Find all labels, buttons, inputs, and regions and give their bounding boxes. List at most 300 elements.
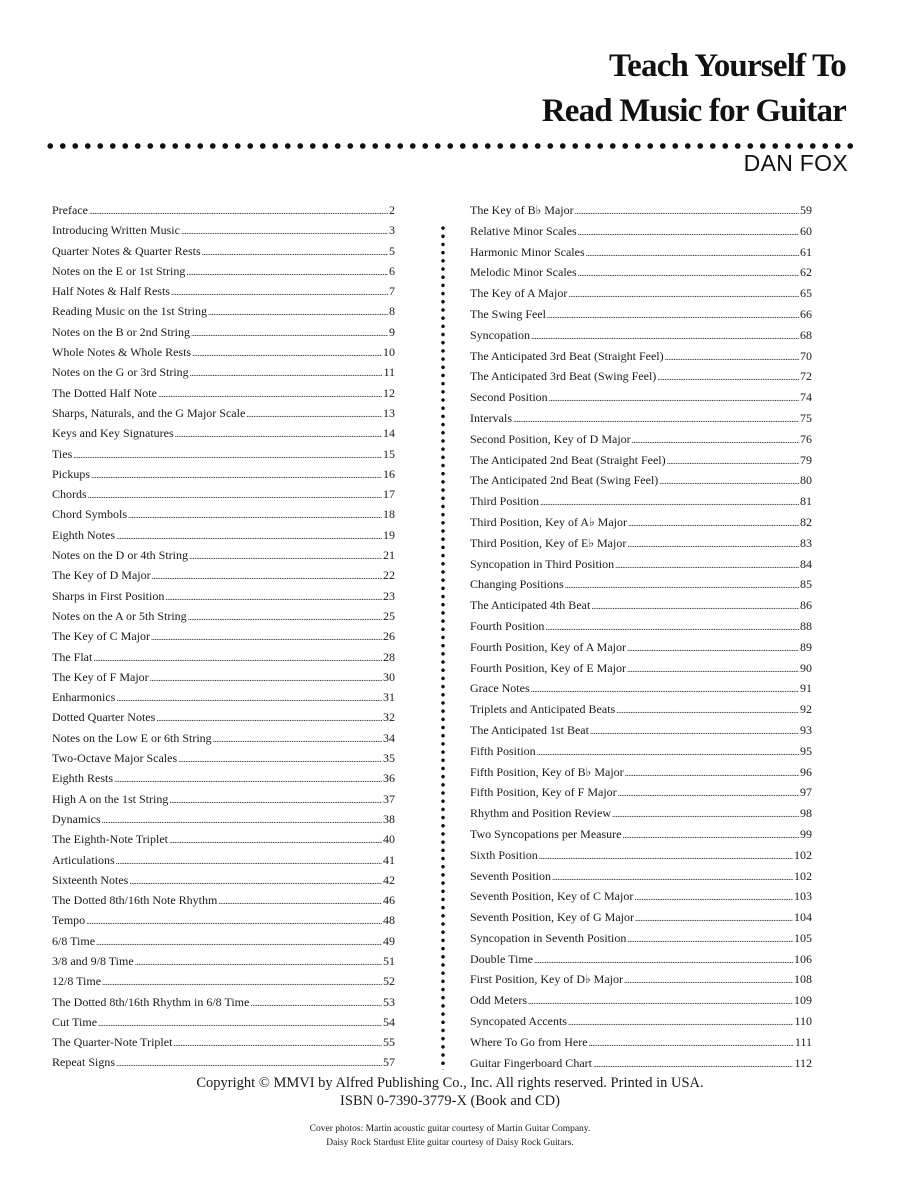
toc-entry xyxy=(470,1055,812,1076)
toc-leader-dots xyxy=(189,548,382,565)
toc-entry xyxy=(470,618,812,639)
toc-leader-dots xyxy=(534,952,793,969)
toc-entry-page: 57 xyxy=(383,1055,395,1070)
toc-entry xyxy=(52,303,395,323)
toc-leader-dots xyxy=(615,557,799,574)
toc-entry-page: 55 xyxy=(383,1035,395,1050)
toc-entry-title: The Dotted 8th/16th Note Rhythm xyxy=(52,893,218,908)
toc-entry xyxy=(470,805,812,826)
toc-entry-page: 37 xyxy=(383,791,395,806)
toc-entry-title: Relative Minor Scales xyxy=(470,223,577,238)
toc-entry xyxy=(52,243,395,263)
toc-leader-dots xyxy=(116,528,382,545)
toc-entry-page: 72 xyxy=(800,369,812,384)
toc-entry-page: 106 xyxy=(794,951,812,966)
toc-leader-dots xyxy=(513,411,799,428)
toc-entry-title: Harmonic Minor Scales xyxy=(470,244,585,259)
toc-leader-dots xyxy=(156,710,382,727)
toc-entry-title: The Anticipated 2nd Beat (Swing Feel) xyxy=(470,473,659,488)
toc-leader-dots xyxy=(102,974,382,991)
toc-leader-dots xyxy=(616,702,799,719)
toc-leader-dots xyxy=(128,507,382,524)
toc-entry-title: Sharps, Naturals, and the G Major Scale xyxy=(52,405,246,420)
toc-entry-title: Melodic Minor Scales xyxy=(470,265,577,280)
toc-leader-dots xyxy=(624,972,793,989)
toc-entry xyxy=(470,868,812,889)
toc-entry-title: Fifth Position, Key of B♭ Major xyxy=(470,764,624,779)
toc-leader-dots xyxy=(116,690,382,707)
toc-entry xyxy=(470,971,812,992)
toc-entry-page: 103 xyxy=(794,889,812,904)
toc-entry-page: 11 xyxy=(383,365,395,380)
toc-entry-title: Sixteenth Notes xyxy=(52,872,129,887)
toc-entry-title: Keys and Key Signatures xyxy=(52,426,174,441)
toc-leader-dots xyxy=(591,598,799,615)
toc-leader-dots xyxy=(590,723,799,740)
toc-leader-dots xyxy=(625,765,799,782)
toc-entry-page: 18 xyxy=(383,507,395,522)
toc-leader-dots xyxy=(129,873,382,890)
book-title xyxy=(542,44,846,134)
toc-entry-title: Tempo xyxy=(52,913,86,928)
toc-entry xyxy=(470,556,812,577)
toc-entry-page: 75 xyxy=(800,410,812,425)
toc-entry xyxy=(52,283,395,303)
toc-leader-dots xyxy=(202,244,388,261)
toc-entry-page: 82 xyxy=(800,514,812,529)
toc-entry-title: The Anticipated 1st Beat xyxy=(470,722,589,737)
toc-entry-page: 51 xyxy=(383,953,395,968)
toc-entry-page: 26 xyxy=(383,629,395,644)
toc-leader-dots xyxy=(93,650,382,667)
toc-entry-page: 19 xyxy=(383,527,395,542)
toc-leader-dots xyxy=(169,832,382,849)
toc-entry-title: Chords xyxy=(52,487,87,502)
toc-leader-dots xyxy=(667,453,799,470)
toc-entry xyxy=(52,344,395,364)
toc-entry xyxy=(52,588,395,608)
toc-leader-dots xyxy=(188,609,382,626)
toc-leader-dots xyxy=(628,515,799,532)
toc-leader-dots xyxy=(565,577,799,594)
toc-entry-title: 12/8 Time xyxy=(52,974,102,989)
toc-entry-title: Notes on the Low E or 6th String xyxy=(52,730,212,745)
toc-entry-title: Seventh Position, Key of G Major xyxy=(470,910,634,925)
toc-entry xyxy=(52,1054,395,1074)
toc-entry xyxy=(470,348,812,369)
toc-entry-title: Eighth Notes xyxy=(52,527,115,542)
toc-entry-title: The Anticipated 2nd Beat (Straight Feel) xyxy=(470,452,666,467)
toc-entry xyxy=(52,811,395,831)
toc-entry-page: 70 xyxy=(800,348,812,363)
toc-entry xyxy=(52,872,395,892)
toc-leader-dots xyxy=(531,681,799,698)
toc-entry-page: 80 xyxy=(800,473,812,488)
toc-entry xyxy=(470,244,812,265)
toc-leader-dots xyxy=(190,365,383,382)
toc-entry xyxy=(52,994,395,1014)
toc-leader-dots xyxy=(627,931,793,948)
toc-entry xyxy=(52,608,395,628)
toc-entry-page: 17 xyxy=(383,487,395,502)
toc-entry-page: 30 xyxy=(383,669,395,684)
toc-left-column xyxy=(52,202,395,1075)
toc-entry xyxy=(52,425,395,445)
toc-entry xyxy=(470,389,812,410)
toc-leader-dots xyxy=(73,447,382,464)
toc-leader-dots xyxy=(89,203,388,220)
toc-entry-title: Where To Go from Here xyxy=(470,1034,588,1049)
toc-leader-dots xyxy=(116,853,382,870)
toc-entry-title: Notes on the D or 4th String xyxy=(52,548,188,563)
toc-leader-dots xyxy=(86,913,382,930)
toc-entry-page: 31 xyxy=(383,690,395,705)
toc-entry-title: Grace Notes xyxy=(470,681,530,696)
toc-entry-page: 98 xyxy=(800,806,812,821)
toc-entry-title: High A on the 1st String xyxy=(52,791,169,806)
toc-entry-title: The Quarter-Note Triplet xyxy=(52,1035,173,1050)
toc-entry xyxy=(52,689,395,709)
toc-leader-dots xyxy=(578,265,799,282)
toc-leader-dots xyxy=(213,731,382,748)
toc-entry xyxy=(470,639,812,660)
toc-entry-page: 105 xyxy=(794,930,812,945)
toc-leader-dots xyxy=(528,993,793,1010)
isbn-text: ISBN 0-7390-3779-X (Book and CD) xyxy=(340,1093,560,1109)
toc-entry-title: Half Notes & Half Rests xyxy=(52,284,170,299)
toc-entry-title: Notes on the B or 2nd String xyxy=(52,324,190,339)
toc-entry-title: The Flat xyxy=(52,649,93,664)
toc-entry-title: First Position, Key of D♭ Major xyxy=(470,972,623,987)
toc-leader-dots xyxy=(114,771,382,788)
toc-leader-dots xyxy=(246,406,382,423)
toc-entry-title: Second Position xyxy=(470,390,548,405)
toc-entry-page: 59 xyxy=(800,203,812,217)
toc-entry xyxy=(52,222,395,242)
toc-entry-title: Enharmonics xyxy=(52,690,116,705)
toc-entry-title: Introducing Written Music xyxy=(52,223,180,238)
toc-entry-page: 34 xyxy=(383,730,395,745)
toc-entry-page: 38 xyxy=(383,811,395,826)
toc-entry xyxy=(470,1013,812,1034)
toc-entry-title: The Dotted 8th/16th Rhythm in 6/8 Time xyxy=(52,994,250,1009)
toc-entry-page: 22 xyxy=(383,568,395,583)
toc-entry-page: 6 xyxy=(389,263,395,278)
toc-entry xyxy=(470,784,812,805)
toc-entry-title: Eighth Rests xyxy=(52,771,114,786)
toc-right-column xyxy=(470,202,812,1075)
toc-entry-page: 15 xyxy=(383,446,395,461)
toc-entry xyxy=(52,567,395,587)
toc-leader-dots xyxy=(175,426,382,443)
toc-entry-title: Third Position, Key of E♭ Major xyxy=(470,535,627,550)
toc-entry-page: 10 xyxy=(383,345,395,360)
toc-leader-dots xyxy=(634,889,793,906)
toc-leader-dots xyxy=(586,245,799,262)
toc-entry-page: 49 xyxy=(383,933,395,948)
toc-entry-page: 79 xyxy=(800,452,812,467)
toc-entry xyxy=(470,514,812,535)
toc-entry-title: Double Time xyxy=(470,951,534,966)
toc-entry-title: Sharps in First Position xyxy=(52,588,165,603)
copyright-block xyxy=(0,1074,900,1110)
toc-entry-title: Third Position, Key of A♭ Major xyxy=(470,514,627,529)
toc-entry-page: 5 xyxy=(389,243,395,258)
toc-entry-title: Fourth Position, Key of A Major xyxy=(470,639,627,654)
toc-leader-dots xyxy=(635,910,793,927)
toc-entry-title: Chord Symbols xyxy=(52,507,128,522)
toc-entry-page: 102 xyxy=(794,868,812,883)
toc-entry-title: Fifth Position, Key of F Major xyxy=(470,785,617,800)
toc-entry xyxy=(52,446,395,466)
toc-entry-title: The Anticipated 3rd Beat (Straight Feel) xyxy=(470,348,664,363)
toc-leader-dots xyxy=(150,670,382,687)
toc-leader-dots xyxy=(537,744,799,761)
toc-entry xyxy=(52,770,395,790)
toc-entry-page: 46 xyxy=(383,893,395,908)
toc-leader-dots xyxy=(98,1015,382,1032)
toc-entry xyxy=(52,506,395,526)
toc-entry-title: Cut Time xyxy=(52,1014,98,1029)
toc-entry-title: Two-Octave Major Scales xyxy=(52,751,178,766)
toc-entry-title: Second Position, Key of D Major xyxy=(470,431,631,446)
toc-entry-page: 102 xyxy=(794,847,812,862)
toc-entry-page: 108 xyxy=(794,972,812,987)
toc-leader-dots xyxy=(578,224,799,241)
title-line-1: Teach Yourself To xyxy=(608,48,846,84)
toc-entry-title: Notes on the E or 1st String xyxy=(52,263,186,278)
toc-entry-page: 52 xyxy=(383,974,395,989)
toc-entry-page: 40 xyxy=(383,832,395,847)
toc-entry xyxy=(52,953,395,973)
toc-entry xyxy=(52,730,395,750)
toc-entry-title: The Key of C Major xyxy=(52,629,150,644)
toc-entry xyxy=(470,722,812,743)
toc-entry xyxy=(470,992,812,1013)
toc-entry xyxy=(470,306,812,327)
toc-entry xyxy=(52,364,395,384)
toc-entry xyxy=(470,576,812,597)
toc-leader-dots xyxy=(622,827,799,844)
toc-entry-title: Syncopated Accents xyxy=(470,1014,567,1029)
toc-entry xyxy=(52,324,395,344)
toc-entry-title: Notes on the A or 5th String xyxy=(52,608,187,623)
credit-line-2: Daisy Rock Stardust Elite guitar courtesy of Daisy Rock Guitars. xyxy=(326,1138,574,1148)
toc-entry-page: 110 xyxy=(794,1014,812,1029)
toc-entry-page: 14 xyxy=(383,426,395,441)
toc-leader-dots xyxy=(540,494,799,511)
toc-leader-dots xyxy=(186,264,388,281)
toc-entry-title: Notes on the G or 3rd String xyxy=(52,365,189,380)
toc-entry-page: 111 xyxy=(794,1034,812,1049)
toc-leader-dots xyxy=(632,432,799,449)
toc-entry-title: Guitar Fingerboard Chart xyxy=(470,1055,592,1070)
toc-entry xyxy=(52,263,395,283)
toc-entry-title: Fourth Position, Key of E Major xyxy=(470,660,626,675)
toc-leader-dots xyxy=(657,369,799,386)
toc-leader-dots xyxy=(208,304,388,321)
toc-entry xyxy=(52,1014,395,1034)
toc-entry xyxy=(470,410,812,431)
toc-entry-page: 109 xyxy=(794,993,812,1008)
toc-entry-title: Syncopation in Third Position xyxy=(470,556,615,571)
toc-entry-title: The Key of A Major xyxy=(470,286,568,301)
toc-entry-page: 48 xyxy=(383,913,395,928)
toc-leader-dots xyxy=(178,751,382,768)
toc-entry-page: 90 xyxy=(800,660,812,675)
copyright-text: Copyright © MMVI by Alfred Publishing Co., Inc. All rights reserved. Printed in USA. xyxy=(196,1075,704,1091)
toc-leader-dots xyxy=(158,386,382,403)
photo-credits xyxy=(0,1122,900,1150)
toc-entry-page: 84 xyxy=(800,556,812,571)
toc-entry xyxy=(52,791,395,811)
toc-leader-dots xyxy=(627,661,799,678)
toc-entry xyxy=(470,680,812,701)
toc-entry xyxy=(470,909,812,930)
toc-entry xyxy=(52,750,395,770)
toc-entry-page: 61 xyxy=(800,244,812,259)
toc-entry xyxy=(52,973,395,993)
toc-entry-page: 21 xyxy=(383,548,395,563)
toc-entry-page: 25 xyxy=(383,608,395,623)
toc-entry-page: 35 xyxy=(383,751,395,766)
toc-entry xyxy=(52,547,395,567)
toc-entry-title: Preface xyxy=(52,203,88,217)
toc-entry-page: 95 xyxy=(800,743,812,758)
toc-entry-page: 3 xyxy=(389,223,395,238)
toc-entry xyxy=(52,912,395,932)
toc-entry-title: Syncopation xyxy=(470,327,530,342)
toc-leader-dots xyxy=(627,536,799,553)
toc-entry xyxy=(470,452,812,473)
toc-entry-page: 88 xyxy=(800,618,812,633)
toc-entry-page: 66 xyxy=(800,306,812,321)
toc-entry-page: 93 xyxy=(800,722,812,737)
toc-entry xyxy=(470,701,812,722)
toc-entry-page: 9 xyxy=(389,324,395,339)
toc-leader-dots xyxy=(552,869,793,886)
toc-entry-title: Seventh Position xyxy=(470,868,552,883)
toc-entry xyxy=(52,527,395,547)
toc-entry-title: Articulations xyxy=(52,852,115,867)
toc-entry xyxy=(52,486,395,506)
toc-entry xyxy=(470,202,812,223)
toc-leader-dots xyxy=(96,934,382,951)
toc-entry-title: Fifth Position xyxy=(470,743,536,758)
toc-leader-dots xyxy=(250,995,382,1012)
toc-entry-title: The Dotted Half Note xyxy=(52,385,157,400)
toc-entry xyxy=(470,743,812,764)
toc-leader-dots xyxy=(116,1055,382,1072)
toc-entry xyxy=(52,202,395,222)
toc-entry xyxy=(470,930,812,951)
toc-entry xyxy=(52,669,395,689)
toc-entry-title: Changing Positions xyxy=(470,577,564,592)
toc-entry xyxy=(470,223,812,244)
toc-entry xyxy=(52,892,395,912)
toc-leader-dots xyxy=(152,568,382,585)
toc-entry-title: Triplets and Anticipated Beats xyxy=(470,702,616,717)
title-line-2: Read Music for Guitar xyxy=(541,93,846,129)
toc-entry-page: 54 xyxy=(383,1014,395,1029)
toc-entry-page: 62 xyxy=(800,265,812,280)
toc-entry-page: 86 xyxy=(800,598,812,613)
toc-entry xyxy=(470,472,812,493)
toc-leader-dots xyxy=(173,1035,382,1052)
toc-entry-title: Repeat Signs xyxy=(52,1055,115,1070)
toc-leader-dots xyxy=(547,307,799,324)
toc-leader-dots xyxy=(102,812,382,829)
toc-entry-page: 97 xyxy=(800,785,812,800)
toc-leader-dots xyxy=(91,467,382,484)
toc-entry-title: The Anticipated 4th Beat xyxy=(470,598,591,613)
toc-entry xyxy=(470,597,812,618)
toc-entry-page: 41 xyxy=(383,852,395,867)
toc-entry-page: 2 xyxy=(389,203,395,217)
toc-leader-dots xyxy=(589,1035,794,1052)
toc-entry xyxy=(470,327,812,348)
toc-entry xyxy=(470,285,812,306)
toc-entry xyxy=(470,1034,812,1055)
toc-leader-dots xyxy=(135,954,382,971)
toc-entry xyxy=(470,951,812,972)
toc-entry xyxy=(470,431,812,452)
toc-entry xyxy=(470,888,812,909)
toc-leader-dots xyxy=(575,203,799,220)
toc-entry-page: 83 xyxy=(800,535,812,550)
toc-leader-dots xyxy=(171,284,388,301)
toc-entry-page: 8 xyxy=(389,304,395,319)
toc-entry-page: 99 xyxy=(800,826,812,841)
toc-entry-title: Fourth Position xyxy=(470,618,545,633)
toc-entry-page: 112 xyxy=(794,1055,812,1070)
toc-entry xyxy=(52,709,395,729)
toc-leader-dots xyxy=(612,806,799,823)
toc-entry-title: The Anticipated 3rd Beat (Swing Feel) xyxy=(470,369,657,384)
toc-entry-title: Dotted Quarter Notes xyxy=(52,710,156,725)
toc-entry-title: The Key of F Major xyxy=(52,669,149,684)
toc-leader-dots xyxy=(218,893,382,910)
toc-entry xyxy=(52,852,395,872)
toc-entry-title: Quarter Notes & Quarter Rests xyxy=(52,243,201,258)
toc-entry-page: 60 xyxy=(800,223,812,238)
toc-entry-title: The Key of D Major xyxy=(52,568,151,583)
toc-entry xyxy=(52,649,395,669)
toc-entry-page: 85 xyxy=(800,577,812,592)
toc-entry-title: 6/8 Time xyxy=(52,933,96,948)
toc-entry xyxy=(470,264,812,285)
toc-entry-title: The Swing Feel xyxy=(470,306,546,321)
toc-entry-title: Ties xyxy=(52,446,73,461)
toc-entry-page: 76 xyxy=(800,431,812,446)
toc-leader-dots xyxy=(88,487,382,504)
toc-leader-dots xyxy=(539,848,793,865)
toc-entry-page: 96 xyxy=(800,764,812,779)
credit-line-1: Cover photos: Martin acoustic guitar courtesy of Martin Guitar Company. xyxy=(309,1124,591,1134)
toc-entry xyxy=(52,831,395,851)
toc-entry-title: Third Position xyxy=(470,494,540,509)
toc-entry xyxy=(470,826,812,847)
toc-entry-page: 81 xyxy=(800,494,812,509)
toc-leader-dots xyxy=(568,286,799,303)
toc-entry-title: 3/8 and 9/8 Time xyxy=(52,953,134,968)
toc-leader-dots xyxy=(659,473,799,490)
toc-leader-dots xyxy=(181,223,388,240)
toc-entry-title: Syncopation in Seventh Position xyxy=(470,930,627,945)
toc-entry-page: 74 xyxy=(800,390,812,405)
toc-leader-dots xyxy=(169,792,382,809)
toc-entry-page: 65 xyxy=(800,286,812,301)
